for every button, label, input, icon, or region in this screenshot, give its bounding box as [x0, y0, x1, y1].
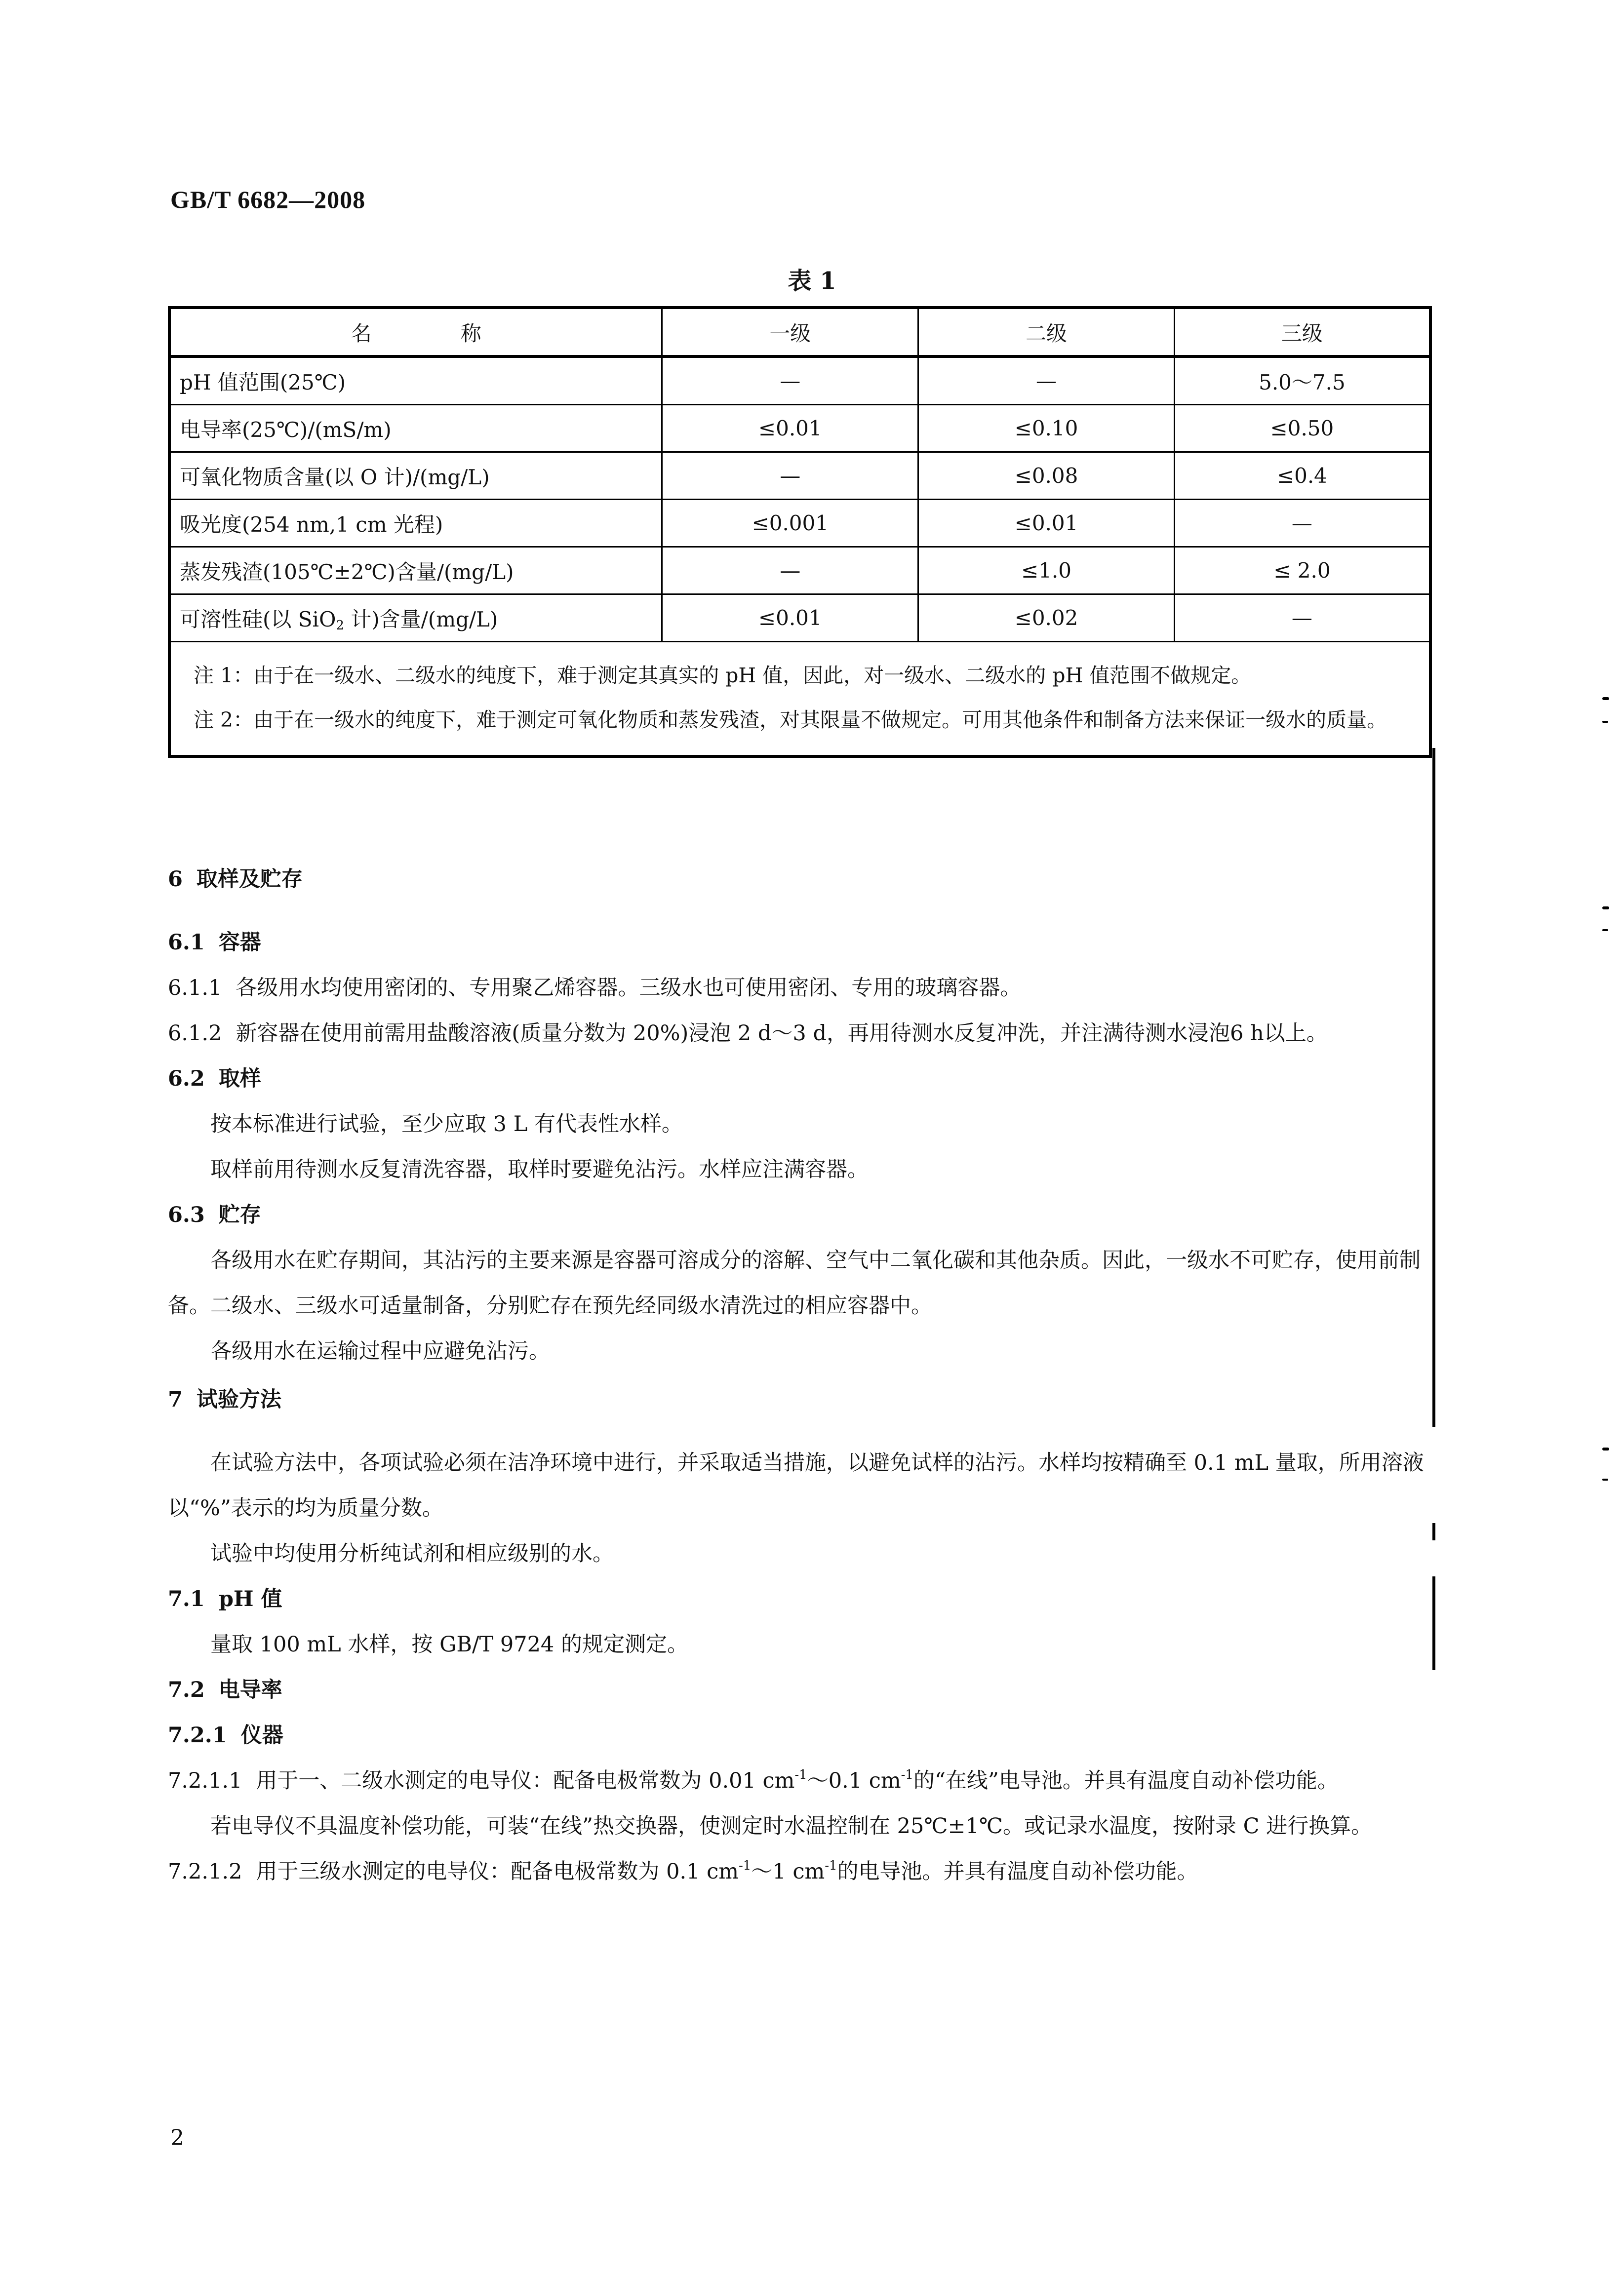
- section-heading-6: 6 取样及贮存: [168, 867, 303, 892]
- table-row: [169, 405, 1430, 452]
- paragraph: 各级用水在贮存期间，其沾污的主要来源是容器可溶成分的溶解、空气中二氧化碳和其他杂质。因此，一级水不可贮存，使用前制备。二级水、三级水可适量制备，分别贮存在预先经同级水清洗过的相应容器中。: [168, 1248, 1421, 1318]
- table-note: 注 2：由于在一级水的纯度下，难于测定可氧化物质和蒸发残渣，对其限量不做规定。可用其他条件和制备方法来保证一级水的质量。: [194, 708, 1387, 732]
- cell-grade3: 5.0～7.5: [1174, 356, 1430, 405]
- table-notes-row: [169, 642, 1430, 757]
- cell-grade1: ≤0.001: [662, 500, 918, 547]
- table-note: 注 1：由于在一级水、二级水的纯度下，难于测定其真实的 pH 值，因此，对一级水、二级水的 pH 值范围不做规定。: [194, 664, 1252, 687]
- cell-grade3: ≤0.4: [1174, 452, 1430, 500]
- section-heading-6-2: 6.2 取样: [168, 1066, 261, 1091]
- scan-mark: [1602, 697, 1609, 700]
- cell-grade1: —: [662, 452, 918, 500]
- col-header-grade2: 二级: [918, 308, 1175, 356]
- revision-bar: [1432, 1523, 1435, 1540]
- paragraph: 若电导仪不具温度补偿功能，可装“在线”热交换器，使测定时水温控制在 25℃±1℃。或记录水温度，按附录 C 进行换算。: [210, 1814, 1373, 1839]
- table-row: [169, 356, 1430, 405]
- revision-bar: [1432, 1576, 1435, 1670]
- cell-grade1: ≤0.01: [662, 405, 918, 452]
- paragraph: 取样前用待测水反复清洗容器，取样时要避免沾污。水样应注满容器。: [210, 1157, 869, 1182]
- row-name: 蒸发残渣(105℃±2℃)含量/(mg/L): [169, 547, 662, 594]
- revision-bar: [1432, 748, 1435, 1427]
- row-name: 吸光度(254 nm,1 cm 光程): [169, 500, 662, 547]
- standard-code: GB/T 6682—2008: [170, 186, 366, 213]
- section-heading-6-3: 6.3 贮存: [168, 1203, 261, 1227]
- water-spec-table: [168, 306, 1432, 758]
- row-name: 电导率(25℃)/(mS/m): [169, 405, 662, 452]
- cell-grade2: ≤0.02: [918, 594, 1175, 642]
- clause-7-2-1-1: 7.2.1.1 用于一、二级水测定的电导仪：配备电极常数为 0.01 $cm^{-1}\sim 0.1$ $cm^{-1}$的“在线”电导池。并具有温度自动补偿功能。: [168, 1767, 1339, 1793]
- scan-mark: [1602, 1448, 1609, 1451]
- clause-7-2-1-2: 7.2.1.2 用于三级水测定的电导仪：配备电极常数为 0.1 $cm^{-1}\sim 1$ $cm^{-1}$的电导池。并具有温度自动补偿功能。: [168, 1858, 1198, 1884]
- page-number: 2: [170, 2125, 184, 2151]
- table-title: 表 1: [788, 267, 836, 295]
- table-row: [169, 452, 1430, 500]
- col-header-grade1: 一级: [662, 308, 918, 356]
- paragraph: 各级用水在运输过程中应避免沾污。: [210, 1339, 550, 1364]
- paragraph: 在试验方法中，各项试验必须在洁净环境中进行，并采取适当措施，以避免试样的沾污。水样均按精确至 0.1 mL 量取，所用溶液以“%”表示的均为质量分数。: [168, 1451, 1424, 1521]
- table-row: [169, 547, 1430, 594]
- cell-grade2: ≤1.0: [918, 547, 1175, 594]
- paragraph: 试验中均使用分析纯试剂和相应级别的水。: [210, 1541, 614, 1566]
- cell-grade2: ≤0.08: [918, 452, 1175, 500]
- cell-grade3: ≤ 2.0: [1174, 547, 1430, 594]
- section-heading-7-2: 7.2 电导率: [168, 1678, 282, 1702]
- cell-grade2: —: [918, 356, 1175, 405]
- cell-grade1: —: [662, 547, 918, 594]
- scan-mark: [1602, 906, 1609, 909]
- cell-grade3: —: [1174, 500, 1430, 547]
- cell-grade3: —: [1174, 594, 1430, 642]
- table-header-row: [169, 308, 1430, 356]
- section-heading-6-1: 6.1 容器: [168, 930, 261, 955]
- clause-6-1-2: 6.1.2 新容器在使用前需用盐酸溶液(质量分数为 20%)浸泡 2 d～3 d，再用待测水反复冲洗，并注满待测水浸泡6 h以上。: [168, 1021, 1328, 1046]
- table-row: [169, 594, 1430, 642]
- scan-mark: [1602, 1479, 1608, 1481]
- cell-grade3: ≤0.50: [1174, 405, 1430, 452]
- cell-grade2: ≤0.10: [918, 405, 1175, 452]
- cell-grade1: —: [662, 356, 918, 405]
- scan-mark: [1602, 721, 1608, 723]
- cell-grade2: ≤0.01: [918, 500, 1175, 547]
- paragraph: 按本标准进行试验，至少应取 3 L 有代表性水样。: [210, 1112, 683, 1137]
- row-name: pH 值范围(25℃): [169, 356, 662, 405]
- col-header-grade3: 三级: [1174, 308, 1430, 356]
- paragraph: 量取 100 mL 水样，按 GB/T 9724 的规定测定。: [210, 1632, 688, 1657]
- section-heading-7-2-1: 7.2.1 仪器: [168, 1723, 283, 1748]
- document-body: [168, 857, 1432, 1894]
- section-heading-7-1: 7.1 pH 值: [168, 1587, 282, 1611]
- table-row: [169, 500, 1430, 547]
- col-header-name: 名称: [169, 308, 662, 356]
- row-name: 可溶性硅(以 SiO$_2$ 计)含量/(mg/L): [169, 594, 662, 642]
- clause-6-1-1: 6.1.1 各级用水均使用密闭的、专用聚乙烯容器。三级水也可使用密闭、专用的玻璃容器。: [168, 976, 1022, 1000]
- row-name: 可氧化物质含量(以 O 计)/(mg/L): [169, 452, 662, 500]
- scan-mark: [1602, 929, 1608, 931]
- cell-grade1: ≤0.01: [662, 594, 918, 642]
- section-heading-7: 7 试验方法: [168, 1387, 281, 1412]
- table-notes: [169, 642, 1430, 757]
